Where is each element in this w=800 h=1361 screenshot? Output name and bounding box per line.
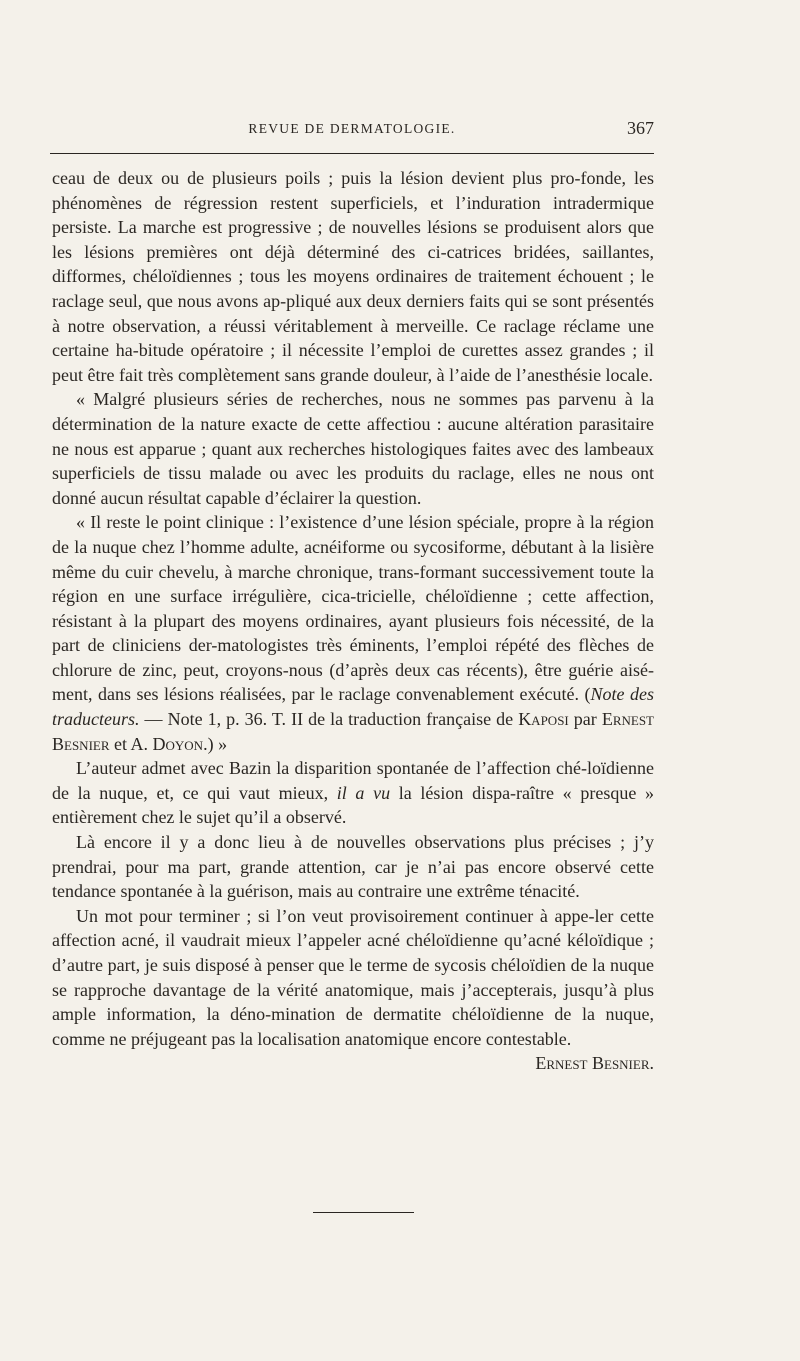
- paragraph-4-start: L’auteur admet avec Bazin la disparition spontanée de l’affection ché-loïdienne de la nuque, et, ce qui vaut mieux,: [52, 758, 654, 803]
- paragraph-4: [52, 756, 654, 830]
- paragraph-4-end: la lésion dispa-raître « presque » entièrement chez le sujet qu’il a observé.: [52, 782, 654, 828]
- translators-note-rest: — Note 1, p. 36. T. II de la traduction française de: [139, 709, 519, 730]
- paragraph-3-end: .) »: [203, 733, 228, 754]
- paragraph-5: Là encore il y a donc lieu à de nouvelles observations plus précises ; j’y prendrai, pour ma part, grande attention, car je n’ai pas encore observé cette tendance spontanée à la guérison, mais au contraire une extrême ténacité.: [52, 832, 654, 902]
- author-besnier: Ernest Besnier: [52, 709, 654, 754]
- author-doyon: Doyon: [152, 733, 204, 754]
- running-head: [50, 118, 654, 142]
- author-kaposi: Kaposi: [518, 709, 569, 730]
- translators-note-label: Note des traducteurs.: [52, 684, 654, 730]
- paragraph-3: « Il reste le point clinique : l’existence d’une lésion spéciale, propre à la région de la nuque chez l’homme adulte, acnéiforme ou sycosiforme, débutant à la lisière même du cuir chevelu, à marche chronique, trans-formant successivement toute la région en une surface irrégulière, cica-tricielle, chéloïdienne ; cette affection, résistant à la plupart des moyens ordinaires, ayant plusieurs fois nécessité, de la part de cliniciens der-matologistes très éminents, l’emploi répété des flèches de chlorure de zinc, peut, croyons-nous (d’après deux cas récents), être guérie aisé-ment, dans ses lésions réalisées, par le raclage convenablement exécuté. (Note des traducteurs. — Note 1, p. 36. T. II de la traduction française de Kaposi par Ernest Besnier et A. Doyon.) »: [52, 512, 654, 754]
- paragraph-3-main: « Il reste le point clinique : l’existence d’une lésion spéciale, propre à la région de la nuque chez l’homme adulte, acnéiforme ou sycosiforme, débutant à la lisière même du cuir chevelu, à marche chronique, trans-formant successivement toute la région en une surface irrégulière, cica-tricielle, chéloïdienne ; cette affection, résistant à la plupart des moyens ordinaires, ayant plusieurs fois nécessité, de la part de cliniciens der-matologistes très éminents, l’emploi répété des flèches de chlorure de zinc, peut, croyons-nous (d’après deux cas récents), être guérie aisé-ment, dans ses lésions réalisées, par le raclage convenablement exécuté.: [52, 512, 654, 705]
- paragraph-6-text: Un mot pour terminer ; si l’on veut provisoirement continuer à appe-ler cette affection acné, il vaudrait mieux l’appeler acné chéloïdienne qu’acné kéloïdique ; d’autre part, je suis disposé à penser que le terme de sycosis chéloïdien de la nuque se rapproche davantage de la vérité anatomique, mais j’accepterais, jusqu’à plus ample information, la déno-mination de dermatite chéloïdienne de la nuque, comme ne préjugeant pas la localisation anatomique encore contestable.: [52, 905, 654, 1049]
- paragraph-4-emphasis: il a vu: [336, 782, 391, 803]
- header-rule: [50, 153, 654, 154]
- closing-rule: [313, 1212, 414, 1213]
- body-text: [52, 166, 654, 1076]
- par-text: par: [568, 709, 602, 730]
- signature: Ernest Besnier.: [535, 1053, 654, 1074]
- running-title: REVUE DE DERMATOLOGIE.: [248, 121, 456, 136]
- paragraph-2: « Malgré plusieurs séries de recherches, nous ne sommes pas parvenu à la détermination de la nature exacte de cette affectiou : aucune altération parasitaire ne nous est apparue ; quant aux recherches histologiques faites avec des lambeaux superficiels de tissu malade ou avec les produits du raclage, elles ne nous ont donné aucun résultat capable d’éclairer la question.: [52, 389, 654, 508]
- page-number: 367: [627, 118, 654, 138]
- paragraph-1: ceau de deux ou de plusieurs poils ; puis la lésion devient plus pro-fonde, les phénomènes de régression restent superficiels, et l’induration intradermique persiste. La marche est progressive ; de nouvelles lésions se produisent alors que les lésions premières ont déjà déterminé des ci-catrices bridées, saillantes, difformes, chéloïdiennes ; tous les moyens ordinaires de traitement échouent ; le raclage seul, que nous avons ap-pliqué aux deux derniers faits qui se sont présentés à notre observation, a réussi véritablement à merveille. Ce raclage réclame une certaine ha-bitude opératoire ; il nécessite l’emploi de curettes assez grandes ; il peut être fait très complètement sans grande douleur, à l’aide de l’anesthésie locale.: [52, 168, 654, 385]
- paragraph-6: [52, 904, 654, 1074]
- et-text: et A.: [109, 733, 153, 754]
